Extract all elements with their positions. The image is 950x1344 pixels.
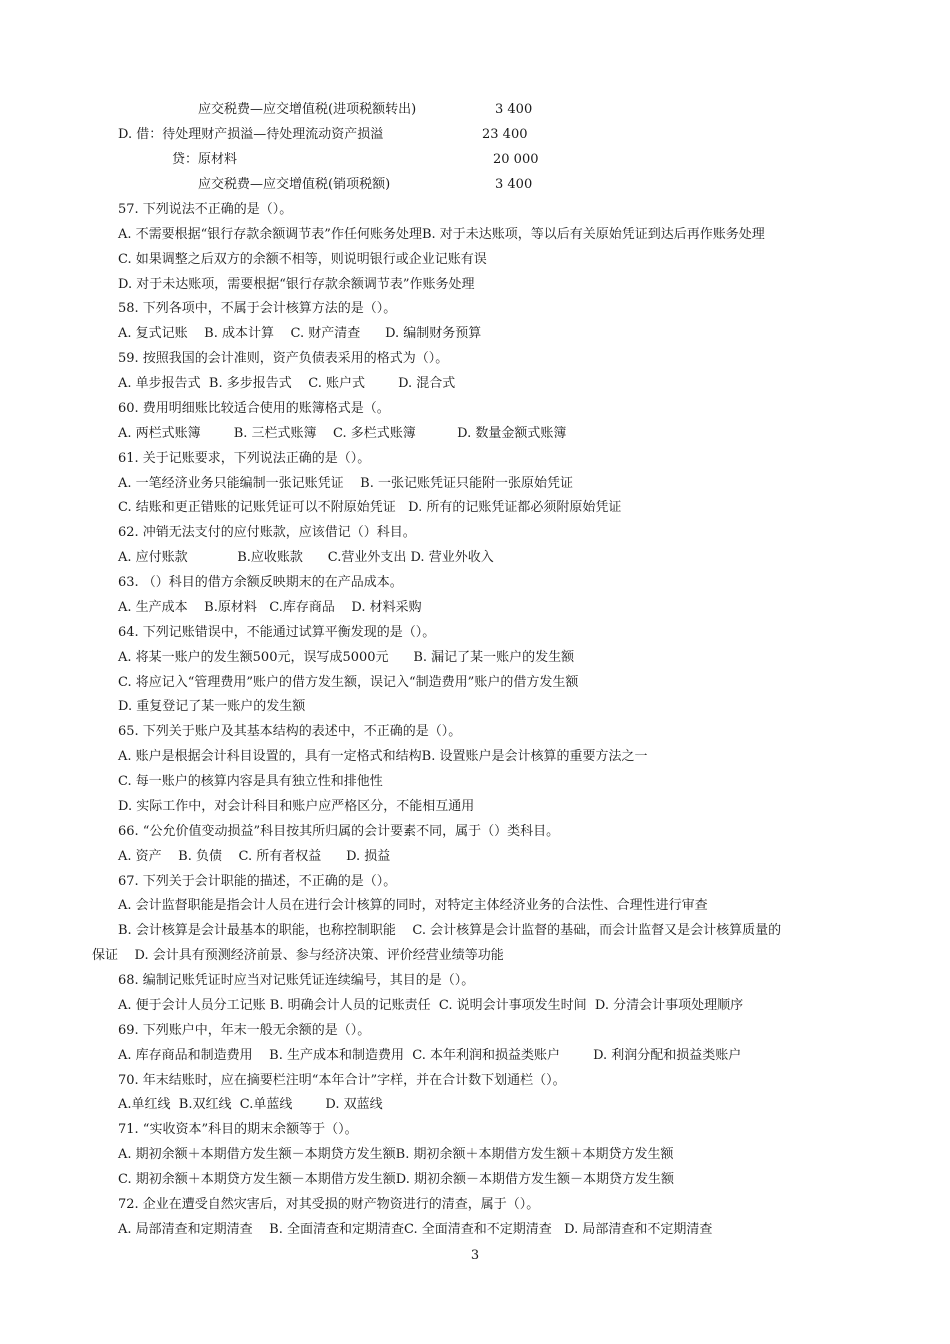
option-text: C. 如果调整之后双方的余额不相等，则说明银行或企业记账有误 xyxy=(118,252,487,267)
question-text: 67. 下列关于会计职能的描述，不正确的是（）。 xyxy=(118,874,397,889)
option-text: A. 两栏式账簿 B. 三栏式账簿 C. 多栏式账簿 D. 数量金额式账簿 xyxy=(118,426,567,441)
option-text: A. 会计监督职能是指会计人员在进行会计核算的同时，对特定主体经济业务的合法性、合理性进行审查 xyxy=(118,898,708,913)
option-text: A. 期初余额＋本期借方发生额－本期贷方发生额B. 期初余额＋本期借方发生额＋本期贷方发生额 xyxy=(118,1147,674,1162)
option-text: A. 资产 B. 负债 C. 所有者权益 D. 损益 xyxy=(118,849,391,864)
question-text: 65. 下列关于账户及其基本结构的表述中，不正确的是（）。 xyxy=(118,724,462,739)
question-text: 71. “实收资本”科目的期末余额等于（）。 xyxy=(118,1122,358,1137)
question-text: 63. （）科目的借方余额反映期末的在产品成本。 xyxy=(118,575,403,590)
entry-text: D. 借：待处理财产损溢—待处理流动资产损溢 xyxy=(118,127,384,142)
entry-amount: 23 400 xyxy=(482,127,528,142)
question-text: 58. 下列各项中，不属于会计核算方法的是（）。 xyxy=(118,301,397,316)
question-text: 62. 冲销无法支付的应付账款，应该借记（）科目。 xyxy=(118,525,416,540)
question-text: 66. “公允价值变动损益”科目按其所归属的会计要素不同，属于（）类科目。 xyxy=(118,824,560,839)
option-text: A. 复式记账 B. 成本计算 C. 财产清查 D. 编制财务预算 xyxy=(118,326,482,341)
option-text: C. 每一账户的核算内容是具有独立性和排他性 xyxy=(118,774,383,789)
question-text: 57. 下列说法不正确的是（）。 xyxy=(118,202,293,217)
question-text: 70. 年末结账时，应在摘要栏注明“本年合计”字样，并在合计数下划通栏（）。 xyxy=(118,1073,566,1088)
option-text: A. 局部清查和定期清查 B. 全面清查和定期清查C. 全面清查和不定期清查 D. 局部清查和不定期清查 xyxy=(118,1222,713,1237)
question-text: 60. 费用明细账比较适合使用的账簿格式是（。 xyxy=(118,401,390,416)
entry-amount: 3 400 xyxy=(495,177,533,192)
option-text: D. 实际工作中，对会计科目和账户应严格区分，不能相互通用 xyxy=(118,799,475,814)
entry-amount: 3 400 xyxy=(495,102,533,117)
option-text: D. 重复登记了某一账户的发生额 xyxy=(118,699,306,714)
question-text: 61. 关于记账要求，下列说法正确的是（）。 xyxy=(118,451,371,466)
option-text: D. 对于未达账项，需要根据“银行存款余额调节表”作账务处理 xyxy=(118,277,475,292)
option-text: A. 生产成本 B.原材料 C.库存商品 D. 材料采购 xyxy=(118,600,422,615)
question-text: 68. 编制记账凭证时应当对记账凭证连续编号，其目的是（）。 xyxy=(118,973,475,988)
entry-amount: 20 000 xyxy=(493,152,539,167)
page-number: 3 xyxy=(470,1248,480,1263)
option-text: A. 将某一账户的发生额500元，误写成5000元 B. 漏记了某一账户的发生额 xyxy=(118,650,575,665)
option-text: A.单红线 B.双红线 C.单蓝线 D. 双蓝线 xyxy=(118,1097,383,1112)
option-text: A. 库存商品和制造费用 B. 生产成本和制造费用 C. 本年利润和损益类账户 D. 利润分配和损益类账户 xyxy=(118,1048,742,1063)
option-text: A. 应付账款 B.应收账款 C.营业外支出 D. 营业外收入 xyxy=(118,550,494,565)
entry-text: 应交税费—应交增值税(销项税额) xyxy=(198,177,391,192)
option-text: 保证 D. 会计具有预测经济前景、参与经济决策、评价经营业绩等功能 xyxy=(92,948,504,963)
option-text: A. 单步报告式 B. 多步报告式 C. 账户式 D. 混合式 xyxy=(118,376,456,391)
option-text: C. 将应记入“管理费用”账户的借方发生额，误记入“制造费用”账户的借方发生额 xyxy=(118,675,579,690)
option-text: C. 期初余额＋本期贷方发生额－本期借方发生额D. 期初余额－本期借方发生额－本期贷方发生额 xyxy=(118,1172,674,1187)
option-text: B. 会计核算是会计最基本的职能，也称控制职能 C. 会计核算是会计监督的基础，而会计监督又是会计核算质量的 xyxy=(118,923,782,938)
question-text: 69. 下列账户中，年末一般无余额的是（）。 xyxy=(118,1023,371,1038)
option-text: A. 不需要根据“银行存款余额调节表”作任何账务处理B. 对于未达账项，等以后有关原始凭证到达后再作账务处理 xyxy=(118,227,765,242)
option-text: A. 账户是根据会计科目设置的，具有一定格式和结构B. 设置账户是会计核算的重要方法之一 xyxy=(118,749,648,764)
question-text: 64. 下列记账错误中，不能通过试算平衡发现的是（）。 xyxy=(118,625,436,640)
entry-text: 应交税费—应交增值税(进项税额转出) xyxy=(198,102,417,117)
entry-text: 贷：原材料 xyxy=(172,152,238,167)
option-text: A. 便于会计人员分工记账 B. 明确会计人员的记账责任 C. 说明会计事项发生时间 D. 分清会计事项处理顺序 xyxy=(118,998,744,1013)
option-text: A. 一笔经济业务只能编制一张记账凭证 B. 一张记账凭证只能附一张原始凭证 xyxy=(118,476,574,491)
option-text: C. 结账和更正错账的记账凭证可以不附原始凭证 D. 所有的记账凭证都必须附原始凭证 xyxy=(118,500,622,515)
question-text: 72. 企业在遭受自然灾害后，对其受损的财产物资进行的清查，属于（）。 xyxy=(118,1197,540,1212)
question-text: 59. 按照我国的会计准则，资产负债表采用的格式为（）。 xyxy=(118,351,449,366)
